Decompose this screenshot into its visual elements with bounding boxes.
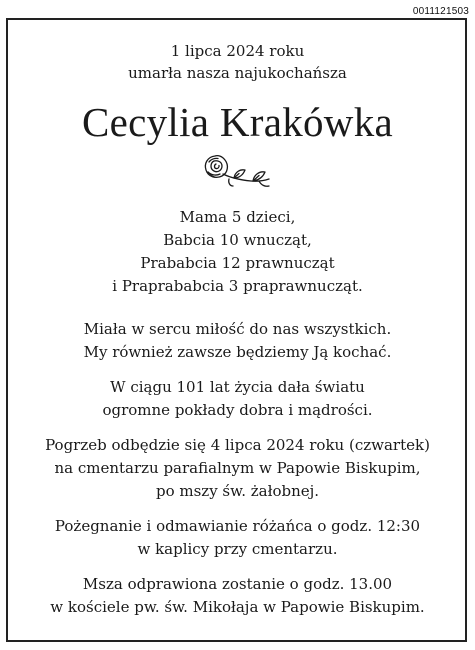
intro-phrase: umarła nasza najukochańsza — [128, 64, 347, 82]
mass-line: Msza odprawiona zostanie o godz. 13.00 — [82, 575, 393, 593]
love-paragraph — [8, 318, 467, 364]
family-line: Mama 5 dzieci, — [179, 208, 296, 226]
notice-id: 0011121503 — [412, 6, 469, 17]
family-line: Prababcia 12 prawnucząt — [140, 254, 335, 272]
funeral-line: Pogrzeb odbędzie się 4 lipca 2024 roku (czwartek) — [45, 436, 430, 454]
funeral-line: po mszy św. żałobnej. — [155, 482, 320, 500]
family-line: Babcia 10 wnucząt, — [163, 231, 312, 249]
years-paragraph — [8, 376, 467, 422]
mass-paragraph — [8, 573, 467, 619]
love-line: My również zawsze będziemy Ją kochać. — [83, 343, 392, 361]
intro-text — [8, 40, 467, 84]
family-line: i Praprababcia 3 praprawnucząt. — [112, 277, 363, 295]
love-line: Miała w sercu miłość do nas wszystkich. — [83, 320, 392, 338]
obituary-content — [8, 20, 467, 619]
rosary-line: w kaplicy przy cmentarzu. — [137, 540, 338, 558]
funeral-line: na cmentarzu parafialnym w Papowie Biskupim, — [54, 459, 421, 477]
family-paragraph — [8, 206, 467, 298]
rose-icon — [201, 150, 275, 190]
funeral-paragraph — [8, 434, 467, 503]
mass-line: w kościele pw. św. Mikołaja w Papowie Biskupim. — [50, 598, 425, 616]
years-line: W ciągu 101 lat życia dała światu — [110, 378, 365, 396]
intro-date: 1 lipca 2024 roku — [170, 42, 305, 60]
deceased-name: Cecylia Krakówka — [81, 99, 394, 145]
rosary-line: Pożegnanie i odmawianie różańca o godz. 12:30 — [54, 517, 421, 535]
rosary-paragraph — [8, 515, 467, 561]
years-line: ogromne pokłady dobra i mądrości. — [102, 401, 373, 419]
